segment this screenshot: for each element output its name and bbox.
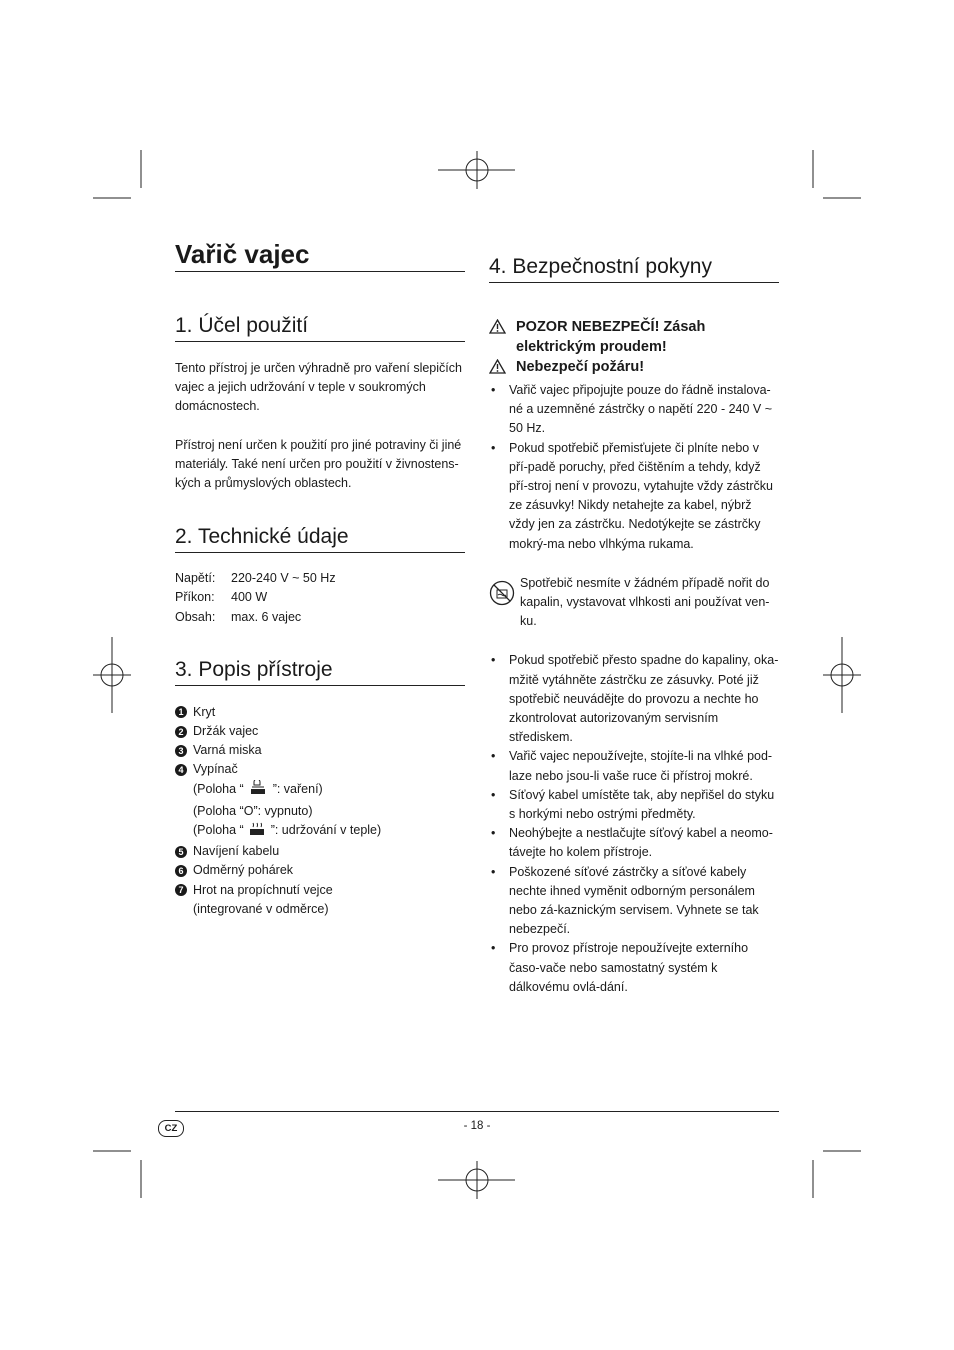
part-label: Varná miska	[193, 743, 262, 758]
list-item-text: Síťový kabel umístěte tak, aby nepřišel do styku s horkými nebo ostrými předměty.	[509, 787, 775, 822]
switch-prefix: (Poloha “	[193, 781, 244, 796]
safety-list-b	[489, 651, 779, 997]
spec-value: 220-240 V ~ 50 Hz	[231, 571, 336, 586]
part-label: Odměrný pohárek	[193, 863, 294, 878]
warning-line: POZOR NEBEZPEČÍ! Zásah	[516, 319, 706, 335]
part-number-badge: 6	[175, 865, 187, 877]
warning-fire	[489, 357, 779, 380]
part-label: Kryt	[193, 704, 216, 719]
part-label: Držák vajec	[193, 724, 259, 739]
switch-suffix: ”: udržování v teple)	[270, 823, 382, 838]
heading-text: 3. Popis přístroje	[175, 657, 333, 681]
part-item	[175, 722, 465, 741]
no-immersion-icon	[489, 574, 520, 632]
warning-triangle-icon	[489, 317, 507, 357]
list-item: • Poškozené síťové zástrčky a síťové kabely nechte ihned vyměnit odborným personálem nebo zá-kaznickým servisem. Vyhnete se tak nebezpečí.	[489, 863, 779, 940]
warning-line: elektrickým proudem!	[516, 339, 667, 355]
list-item: • Pokud spotřebič přesto spadne do kapaliny, oka-mžitě vytáhněte zástrčku ze zásuvky. Poté již spotřebič neuvádějte do provozu a nechte ho zkontrolovat autorizovaným servisním střediskem.	[489, 651, 779, 747]
spec-value: 400 W	[231, 590, 268, 605]
switch-prefix: (Poloha “	[193, 823, 244, 838]
boil-icon	[247, 780, 269, 802]
heading-text: 4. Bezpečnostní pokyny	[489, 255, 712, 278]
water-note-text: Spotřebič nesmíte v žádném případě nořit do kapalin, vystavovat vlhkosti ani používat ven-ku.	[520, 575, 770, 629]
part-item	[175, 741, 465, 760]
part-7-note: (integrované v odměrce)	[193, 901, 329, 916]
list-item-text: Vařič vajec nepoužívejte, stojíte-li na vlhké pod-laze nebo jsou-li vaše ruce či přístroj mokré.	[509, 749, 773, 783]
footer-rule	[175, 1111, 779, 1112]
switch-position-off: (Poloha “O”: vypnuto)	[193, 803, 313, 818]
warning-electric-shock	[489, 317, 779, 357]
list-item: • Vařič vajec připojujte pouze do řádně instalova-né a uzemněné zástrčky o napětí 220 - 240 V ~ 50 Hz.	[489, 381, 779, 439]
keep-warm-icon	[247, 822, 267, 842]
spec-row	[175, 588, 465, 607]
list-item-text: Neohýbejte a nestlačujte síťový kabel a neomo-távejte ho kolem přístroje.	[509, 826, 773, 860]
water-warning-note	[489, 574, 779, 632]
part-label: Hrot na propíchnutí vejce	[193, 882, 333, 897]
part-number-badge: 3	[175, 745, 187, 757]
part-item	[175, 703, 465, 722]
part-number-badge: 4	[175, 764, 187, 776]
spec-key: Obsah:	[175, 609, 216, 624]
section-heading-safety	[489, 254, 779, 283]
spec-value: max. 6 vajec	[231, 609, 302, 624]
purpose-paragraph-2: Přístroj není určen k použití pro jiné potraviny či jiné materiály. Také není určen pro použití v živnostens-kých a průmyslových oblastech.	[175, 437, 462, 491]
page-title: Vařič vajec	[175, 239, 310, 269]
parts-list	[175, 703, 465, 919]
list-item: • Síťový kabel umístěte tak, aby nepřišel do styku s horkými nebo ostrými předměty.	[489, 786, 779, 824]
list-item: • Neohýbejte a nestlačujte síťový kabel a neomo-távejte ho kolem přístroje.	[489, 824, 779, 862]
list-item-text: Poškozené síťové zástrčky a síťové kabely nechte ihned vyměnit odborným personálem nebo zá-kaznickým servisem. Vyhnete se tak nebezpečí.	[509, 864, 759, 937]
section-heading-specs	[175, 524, 465, 553]
part-number-badge: 7	[175, 884, 187, 896]
switch-suffix: ”: vaření)	[272, 781, 323, 796]
page-number: - 18 -	[463, 1120, 491, 1132]
spec-row	[175, 608, 465, 627]
section-heading-purpose	[175, 313, 465, 342]
warning-line: Nebezpečí požáru!	[516, 359, 645, 375]
heading-text: 1. Účel použití	[175, 314, 309, 337]
spec-key: Příkon:	[175, 590, 215, 605]
title-block	[175, 239, 465, 272]
warning-triangle-icon	[489, 357, 507, 380]
left-column	[175, 239, 465, 919]
part-item	[175, 861, 465, 880]
spec-row	[175, 569, 465, 588]
list-item: • Vařič vajec nepoužívejte, stojíte-li na vlhké pod-laze nebo jsou-li vaše ruce či přístroj mokré.	[489, 747, 779, 785]
safety-list-a	[489, 381, 779, 554]
spec-key: Napětí:	[175, 571, 216, 586]
list-item: • Pokud spotřebič přemisťujete či plníte nebo v pří-padě poruchy, před čištěním a tehdy, když pří-stroj není v provozu, vytahujte vždy zástrčku ze zásuvky! Nikdy netahejte za kabel, nýbrž vždy jen za zástrčku. Nedotýkejte se zástrčky mokrý-ma nebo vlhkýma rukama.	[489, 439, 779, 554]
section-heading-description	[175, 657, 465, 686]
switch-position-boil	[175, 780, 465, 802]
purpose-paragraph-1: Tento přístroj je určen výhradně pro vaření slepičích vajec a jejich udržování v teple v soukromých domácnostech.	[175, 361, 462, 414]
heading-text: 2. Technické údaje	[175, 525, 349, 549]
list-item: • Pro provoz přístroje nepoužívejte externího časo-vače nebo samostatný systém k dálkovému ovlá-dání.	[489, 939, 779, 997]
part-item	[175, 760, 465, 779]
list-item-text: Pokud spotřebič přemisťujete či plníte nebo v pří-padě poruchy, před čištěním a tehdy, když pří-stroj není v provozu, vytahujte vždy zástrčku ze zásuvky! Nikdy netahejte za kabel, nýbrž vždy jen za zástrčku. Nedotýkejte se zástrčky mokrý-ma nebo vlhkýma rukama.	[509, 440, 773, 551]
part-label: Navíjení kabelu	[193, 844, 280, 859]
list-item-text: Vařič vajec připojujte pouze do řádně instalova-né a uzemněné zástrčky o napětí 220 - 240 V ~ 50 Hz.	[509, 383, 773, 436]
list-item-text: Pokud spotřebič přesto spadne do kapaliny, oka-mžitě vytáhněte zástrčku ze zásuvky. Poté již spotřebič neuvádějte do provozu a nechte ho zkontrolovat autorizovaným servisním střediskem.	[509, 653, 779, 745]
right-column	[489, 254, 779, 997]
list-item-text: Pro provoz přístroje nepoužívejte externího časo-vače nebo samostatný systém k dálkovému ovlá-dání.	[509, 941, 749, 994]
part-item	[175, 842, 465, 861]
switch-position-keep-warm	[175, 821, 465, 842]
part-label: Vypínač	[193, 762, 238, 777]
part-number-badge: 2	[175, 726, 187, 738]
part-number-badge: 5	[175, 846, 187, 858]
part-item	[175, 881, 465, 900]
country-badge: CZ	[158, 1120, 184, 1137]
part-number-badge: 1	[175, 706, 187, 718]
spec-table	[175, 569, 465, 627]
